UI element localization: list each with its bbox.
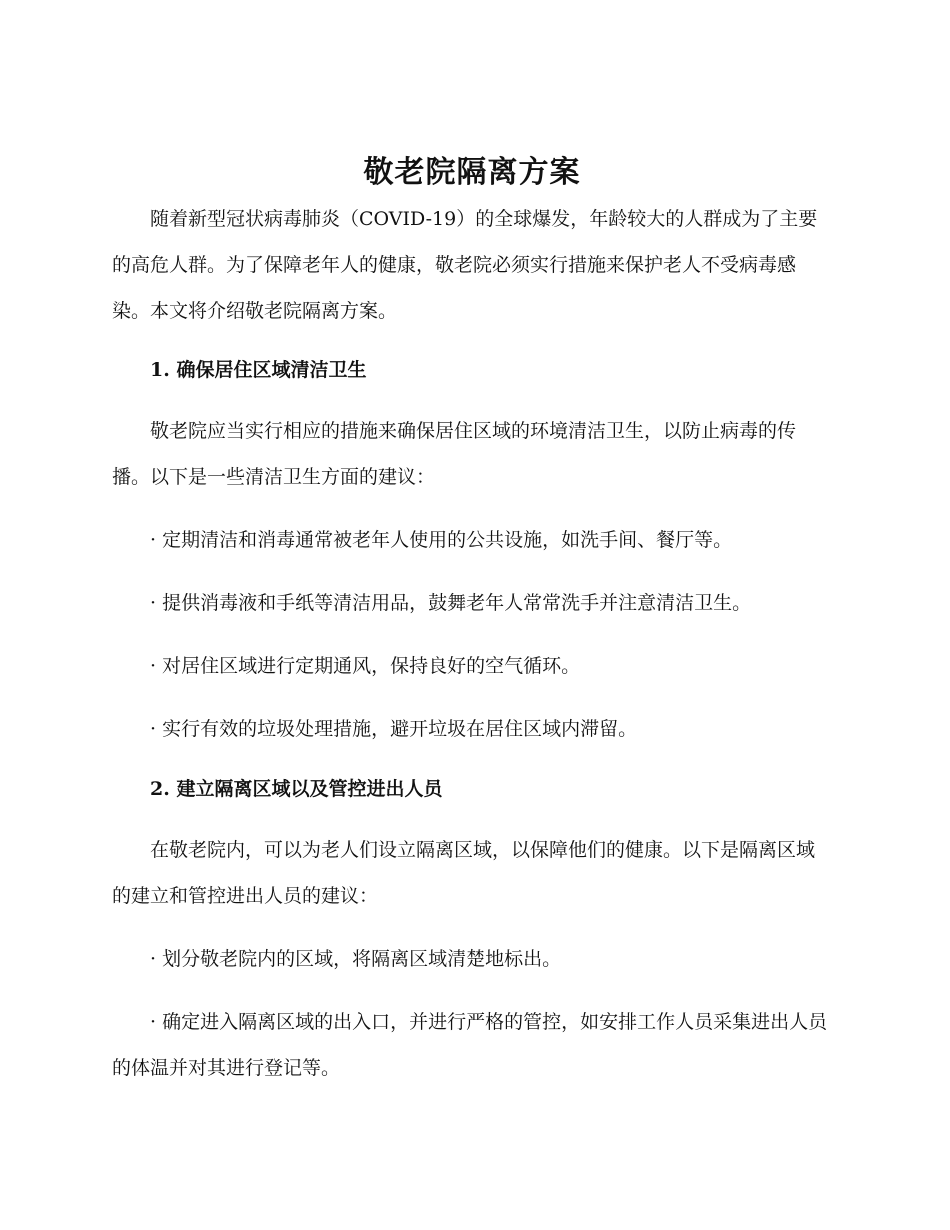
document-body <box>112 150 832 1108</box>
section-1-bullet-2: · 提供消毒液和手纸等清洁用品，鼓舞老年人常常洗手并注意清洁卫生。 <box>150 592 752 614</box>
section-1-bullet-3: · 对居住区域进行定期通风，保持良好的空气循环。 <box>150 655 581 677</box>
section-1-body: 敬老院应当实行相应的措施来确保居住区域的环境清洁卫生，以防止病毒的传播。以下是一些清洁卫生方面的建议： <box>112 420 797 488</box>
section-1-heading: 1. 确保居住区域清洁卫生 <box>150 359 367 381</box>
section-2-bullet-2: · 确定进入隔离区域的出入口，并进行严格的管控，如安排工作人员采集进出人员的体温并对其进行登记等。 <box>112 1011 828 1079</box>
document-title: 敬老院隔离方案 <box>363 155 581 190</box>
intro-paragraph: 随着新型冠状病毒肺炎（COVID-19）的全球爆发，年龄较大的人群成为了主要的高危人群。为了保障老年人的健康，敬老院必须实行措施来保护老人不受病毒感染。本文将介绍敬老院隔离方案。 <box>112 208 818 322</box>
section-2-heading: 2. 建立隔离区域以及管控进出人员 <box>150 778 443 800</box>
section-2-body: 在敬老院内，可以为老人们设立隔离区域，以保障他们的健康。以下是隔离区域的建立和管控进出人员的建议： <box>112 839 816 907</box>
section-1-bullet-4: · 实行有效的垃圾处理措施，避开垃圾在居住区域内滞留。 <box>150 718 638 740</box>
section-2-bullet-1: · 划分敬老院内的区域，将隔离区域清楚地标出。 <box>150 948 562 970</box>
section-1-bullet-1: · 定期清洁和消毒通常被老年人使用的公共设施，如洗手间、餐厅等。 <box>150 529 733 551</box>
